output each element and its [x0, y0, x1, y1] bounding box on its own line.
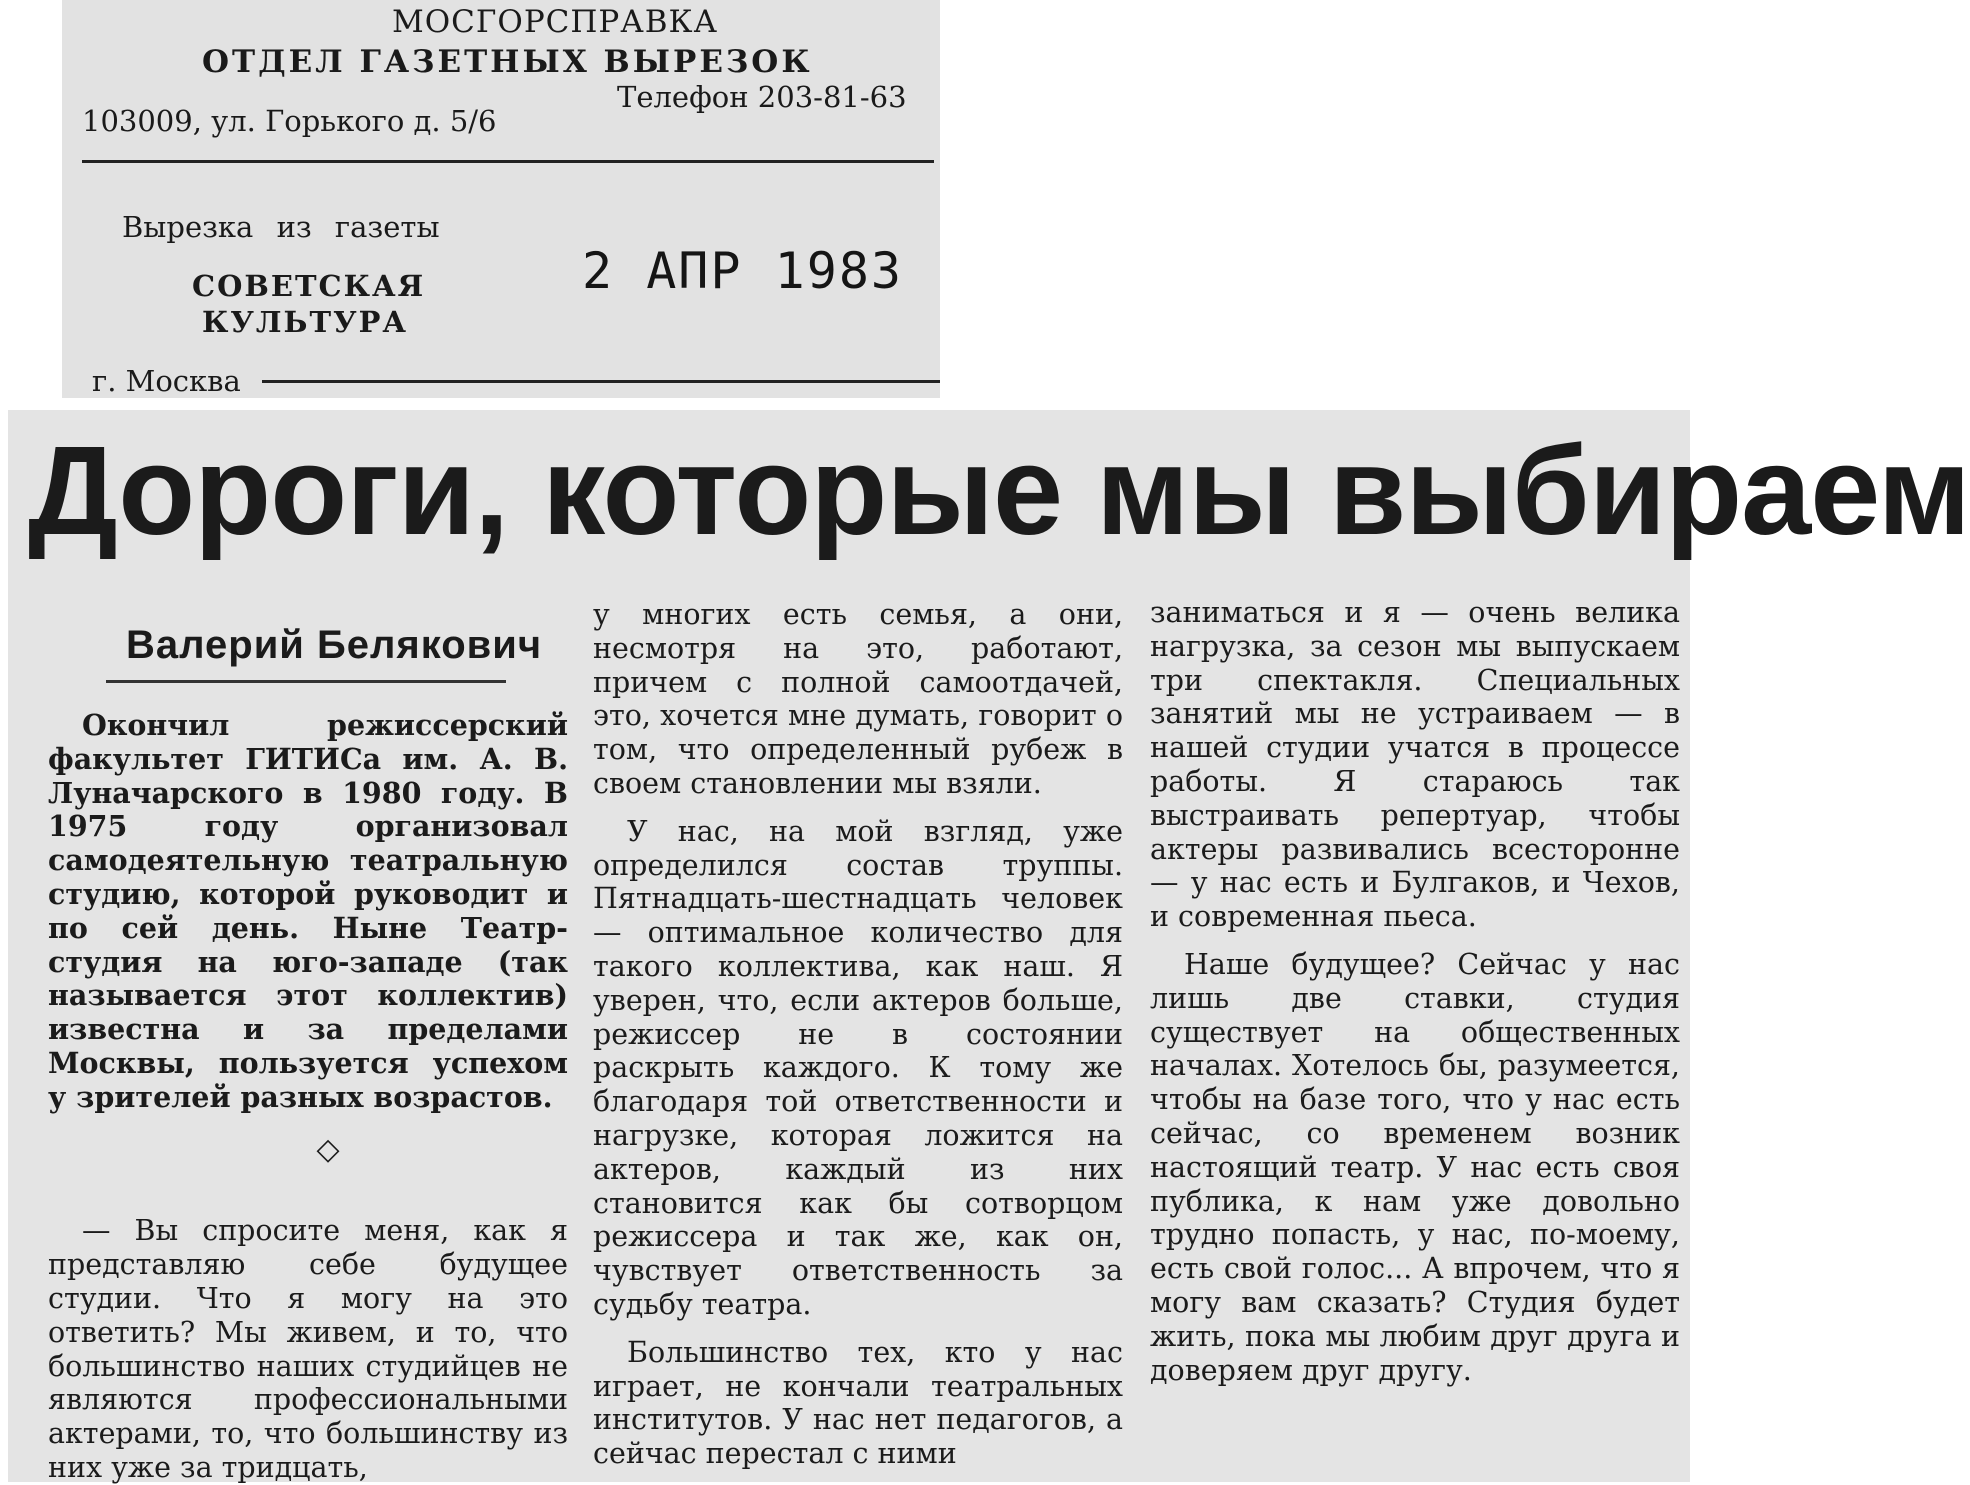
newspaper-name-line1: СОВЕТСКАЯ: [192, 269, 426, 303]
divider: [82, 160, 934, 163]
phone-number: Телефон 203-81-63: [617, 80, 907, 114]
paragraph: Наше будущее? Сейчас у нас лишь две ставки, студия существует на общественных началах. Хотелось бы, разумеется, чтобы на базе того, что у нас есть сейчас, со временем возник настоящий театр. У нас есть своя публика, к нам уже довольно трудно попасть, у нас, по-моему, есть свой голос... А впрочем, что я могу вам сказать? Студия будет жить, пока мы любим друг друга и доверяем друг другу.: [1150, 947, 1680, 1387]
paragraph: у многих есть семья, а они, несмотря на это, работают, причем с полной самоотдачей, это, хочется мне думать, говорит о том, что определенный рубеж в своем становлении мы взяли.: [593, 598, 1123, 800]
newspaper-name: [192, 268, 425, 340]
column-3: [1150, 596, 1680, 1387]
paragraph: заниматься и я — очень велика нагрузка, за сезон мы выпускаем три спектакля. Специальных занятий мы не устраиваем — в нашей студии учатся в процессе работы. Я стараюсь так выстраивать репертуар, чтобы актеры развивались всесторонне — у нас есть и Булгаков, и Чехов, и современная пьеса.: [1150, 596, 1680, 934]
headline: Дороги, которые мы выбираем: [28, 420, 1970, 561]
divider: [262, 380, 940, 383]
date-stamp: 2 АПР 1983: [582, 242, 904, 300]
agency-name: МОСГОРСПРАВКА: [392, 4, 719, 40]
article: [8, 410, 1970, 1484]
column-1: [48, 590, 568, 1485]
city: г. Москва: [92, 364, 241, 398]
author-name: Валерий Белякович: [126, 623, 543, 667]
diamond-ornament-icon: ◇: [316, 1131, 340, 1167]
column-2: [593, 598, 1123, 1471]
clipping-label: [62, 0, 940, 398]
newspaper-name-line2: КУЛЬТУРА: [202, 305, 409, 339]
department-name: ОТДЕЛ ГАЗЕТНЫХ ВЫРЕЗОК: [202, 44, 813, 80]
author-bio: Окончил режиссерский факультет ГИТИСа им. А. В. Луначарского в 1980 году. В 1975 году организовал самодеятельную театральную студию, которой руководит и по сей день. Ныне Театр-студия на юго-западе (так называется этот коллектив) известна и за пределами Москвы, пользуется успехом у зрителей разных возрастов.: [48, 708, 568, 1114]
address: 103009, ул. Горького д. 5/6: [82, 104, 497, 138]
paragraph: — Вы спросите меня, как я представляю себе будущее студии. Что я могу на это ответить? Мы живем, и то, что большинство наших студийцев не являются профессиональными актерами, то, что большинству из них уже за тридцать,: [48, 1214, 568, 1484]
clipping-from-label: Вырезка из газеты: [122, 210, 440, 244]
paragraph: Большинство тех, кто у нас играет, не кончали театральных институтов. У нас нет педагогов, а сейчас перестал с ними: [593, 1335, 1123, 1471]
paragraph: У нас, на мой взгляд, уже определился состав труппы. Пятнадцать-шестнадцать человек — оптимальное количество для такого коллектива, как наш. Я уверен, что, если актеров больше, режиссер не в состоянии раскрыть каждого. К тому же благодаря той ответственности и нагрузке, которая ложится на актеров, каждый из них становится как бы сотворцом режиссера и так же, как он, чувствует ответственность за судьбу театра.: [593, 814, 1123, 1321]
author-underline: [106, 680, 506, 683]
